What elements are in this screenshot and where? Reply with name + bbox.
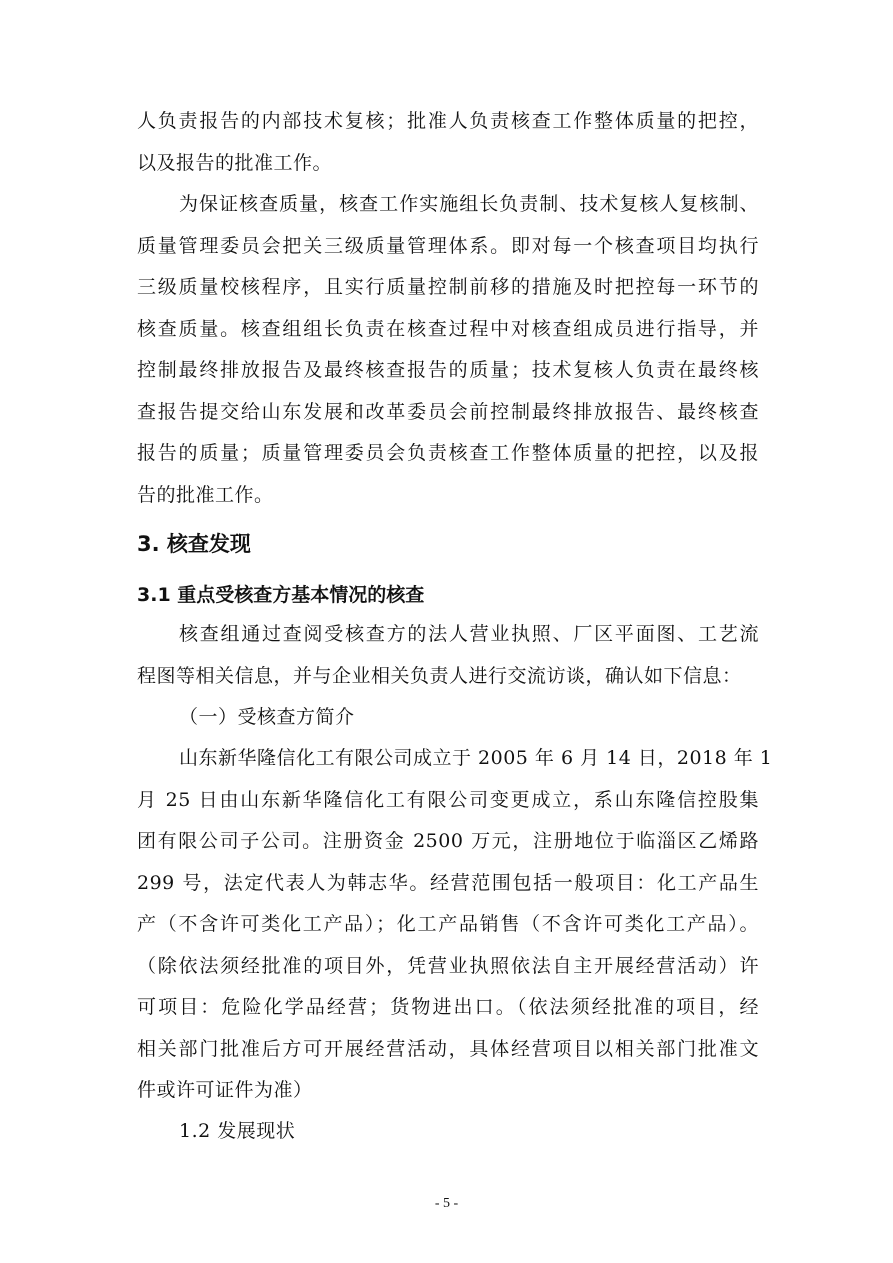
text-line: 质量管理委员会把关三级质量管理体系。即对每一个核查项目均执行 bbox=[137, 234, 759, 257]
text-line: 人负责报告的内部技术复核；批准人负责核查工作整体质量的把控， bbox=[137, 110, 759, 132]
text-line: 可项目：危险化学品经营；货物进出口。（依法须经批准的项目，经 bbox=[137, 996, 759, 1018]
text-line: 件或许可证件为准） bbox=[137, 1079, 313, 1101]
text-line: 以及报告的批准工作。 bbox=[137, 151, 333, 174]
text-line: 核查质量。核查组组长负责在核查过程中对核查组成员进行指导，并 bbox=[137, 317, 759, 340]
page-number: - 5 - bbox=[434, 1196, 459, 1211]
paragraph-development-status bbox=[137, 1111, 759, 1153]
paragraph-quality-system bbox=[137, 184, 759, 516]
paragraph-company-profile bbox=[137, 738, 773, 1112]
text-line: （一）受核查方简介 bbox=[179, 706, 355, 728]
text-line: 三级质量校核程序，且实行质量控制前移的措施及时把控每一环节的 bbox=[137, 276, 759, 298]
text-line: 查报告提交给山东发展和改革委员会前控制最终排放报告、最终核查 bbox=[137, 400, 759, 423]
paragraph-review-roles bbox=[137, 101, 759, 184]
text-line: 1.2 发展现状 bbox=[179, 1120, 296, 1142]
subsection-heading: 3.1 重点受核查方基本情况的核查 bbox=[137, 584, 425, 606]
text-line: （除依法须经批准的项目外，凭营业执照依法自主开展经营活动）许 bbox=[137, 954, 759, 977]
section-heading: 3. 核查发现 bbox=[137, 532, 251, 556]
text-line: 月 25 日由山东新华隆信化工有限公司变更成立，系山东隆信控股集 bbox=[137, 788, 759, 811]
text-line: 为保证核查质量，核查工作实施组长负责制、技术复核人复核制、 bbox=[179, 193, 759, 215]
text-line: 山东新华隆信化工有限公司成立于 2005 年 6 月 14 日，2018 年 1 bbox=[179, 747, 773, 769]
text-line: 程图等相关信息，并与企业相关负责人进行交流访谈，确认如下信息： bbox=[137, 664, 742, 687]
text-line: 产（不含许可类化工产品）；化工产品销售（不含许可类化工产品）。 bbox=[137, 913, 759, 935]
text-line: 报告的质量；质量管理委员会负责核查工作整体质量的把控，以及报 bbox=[137, 442, 759, 464]
text-line: 299 号，法定代表人为韩志华。经营范围包括一般项目：化工产品生 bbox=[137, 871, 759, 894]
paragraph-verification-method bbox=[137, 614, 759, 697]
text-line: 控制最终排放报告及最终核查报告的质量；技术复核人负责在最终核 bbox=[137, 359, 759, 381]
text-line: 告的批准工作。 bbox=[137, 483, 274, 506]
text-line: 核查组通过查阅受核查方的法人营业执照、厂区平面图、工艺流 bbox=[179, 623, 759, 645]
text-line: 团有限公司子公司。注册资金 2500 万元，注册地位于临淄区乙烯路 bbox=[137, 830, 759, 852]
paragraph-subtitle bbox=[137, 697, 759, 739]
text-line: 相关部门批准后方可开展经营活动，具体经营项目以相关部门批准文 bbox=[137, 1037, 759, 1060]
